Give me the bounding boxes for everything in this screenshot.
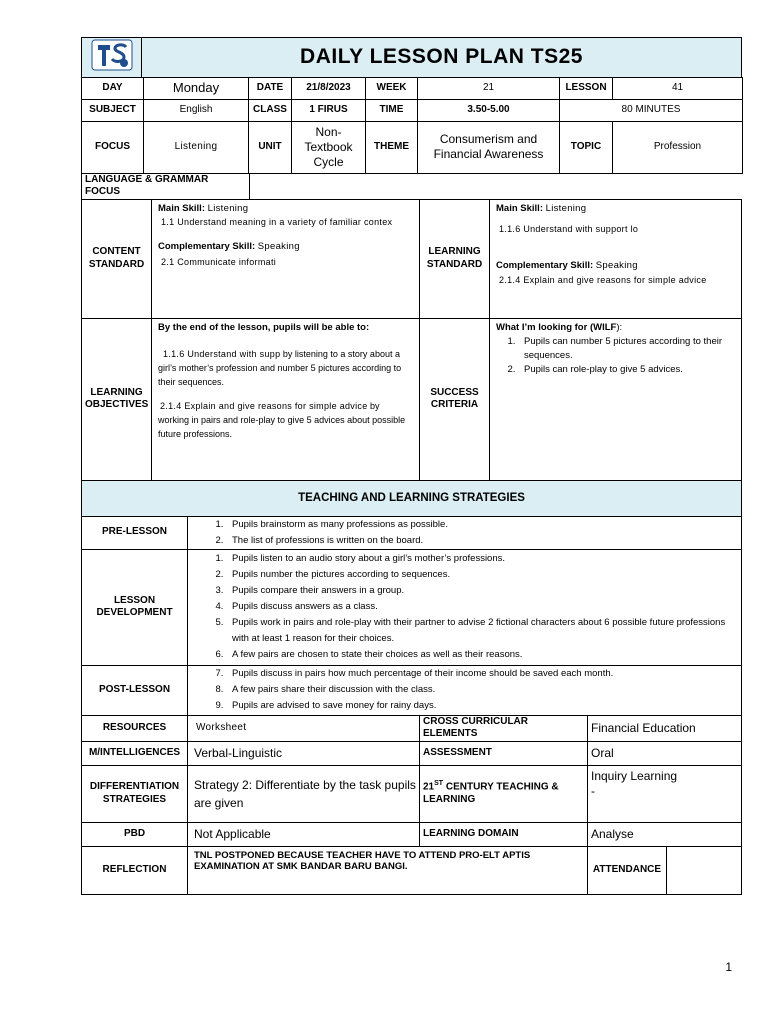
objective-2-code: 2.1.4 Explain and give reasons for simple advice [160, 401, 368, 412]
c21-value [588, 765, 742, 822]
c21-value-line-2: - [591, 783, 595, 798]
cs-comp-skill: Speaking [257, 240, 300, 252]
cs-comp-item: 2.1 Communicate informati [161, 256, 277, 267]
language-focus-label: LANGUAGE & GRAMMAR FOCUS [82, 173, 250, 199]
objective-1-code: 1.1.6 Understand with supp [163, 349, 281, 360]
post-lesson-body [188, 665, 742, 715]
time-value: 3.50-5.00 [418, 99, 560, 121]
resources-value: Worksheet [188, 715, 420, 741]
day-value: Monday [144, 77, 249, 99]
pbd-label: PBD [82, 822, 188, 846]
focus-label: FOCUS [82, 121, 144, 173]
ls-main-label: Main Skill: [496, 202, 543, 214]
list-item: 5. Pupils work in pairs and role-play with their partner to advise 2 fictional characters about 6 possible future professions with at least 1 reason for their choices. [226, 615, 741, 647]
week-value: 21 [418, 77, 560, 99]
list-item: 6. A few pairs are chosen to state their choices as well as their reasons. [226, 647, 741, 663]
week-label: WEEK [366, 77, 418, 99]
success-item: 2. Pupils can role-play to give 5 advices. [518, 363, 735, 377]
date-value: 21/8/2023 [292, 77, 366, 99]
mi-label: M/INTELLIGENCES [82, 741, 188, 765]
learning-domain-label: LEARNING DOMAIN [420, 822, 588, 846]
duration-value: 80 MINUTES [560, 99, 743, 121]
learning-domain-value: Analyse [588, 822, 742, 846]
cce-value: Financial Education [588, 715, 742, 741]
mi-value: Verbal-Linguistic [188, 741, 420, 765]
list-item: 2. Pupils number the pictures according to sequences. [226, 567, 741, 583]
cce-label: CROSS CURRICULAR ELEMENTS [420, 715, 588, 741]
day-label: DAY [82, 77, 144, 99]
tls-heading-table [81, 480, 742, 517]
objectives-body [152, 318, 420, 480]
c21-label: 21ST CENTURY TEACHING & LEARNING [420, 765, 588, 822]
objective-1-text: by listening to a story about a girl’s mother’s profession and number 5 pictures according to their sequences. [158, 349, 402, 388]
list-item: 1. Pupils brainstorm as many professions as possible. [226, 517, 741, 533]
list-item: 1. Pupils listen to an audio story about a girl’s mother’s professions. [226, 551, 741, 567]
topic-value: Profession [613, 121, 743, 173]
objectives-label: LEARNING OBJECTIVES [82, 318, 152, 480]
page-number: 1 [725, 960, 732, 974]
topic-label: TOPIC [560, 121, 613, 173]
wilf-heading: What I’m looking for (WILF): [496, 321, 623, 333]
bottom-table [81, 715, 742, 895]
subject-value: English [144, 99, 249, 121]
post-lesson-list [188, 666, 741, 714]
success-criteria-label: SUCCESS CRITERIA [420, 318, 490, 480]
content-standard-label: CONTENT STANDARD [82, 199, 152, 318]
standards-table [81, 199, 742, 481]
tls-title: TEACHING AND LEARNING STRATEGIES [82, 480, 742, 516]
logo-cell [82, 38, 142, 78]
list-item: 4. Pupils discuss answers as a class. [226, 599, 741, 615]
subject-label: SUBJECT [82, 99, 144, 121]
cs-main-label: Main Skill: [158, 202, 205, 214]
pre-lesson-label: PRE-LESSON [82, 516, 188, 549]
cs-comp-label: Complementary Skill: [158, 240, 256, 252]
ls-comp-item: 2.1.4 Explain and give reasons for simple advice [499, 274, 707, 285]
cs-main-skill: Listening [207, 202, 249, 214]
success-item: 1. Pupils can number 5 pictures according to their sequences. [518, 335, 735, 363]
class-value: 1 FIRUS [292, 99, 366, 121]
theme-label: THEME [366, 121, 418, 173]
unit-value: Non-Textbook Cycle [292, 121, 366, 173]
page-title: DAILY LESSON PLAN TS25 [142, 38, 742, 78]
list-item: 2. The list of professions is written on the board. [226, 533, 741, 549]
learning-standard-label: LEARNING STANDARD [420, 199, 490, 318]
list-item: 9. Pupils are advised to save money for rainy days. [226, 698, 741, 714]
attendance-label: ATTENDANCE [588, 846, 667, 894]
ls-comp-label: Complementary Skill: [496, 259, 594, 271]
class-label: CLASS [249, 99, 292, 121]
ls-main-skill: Listening [545, 202, 587, 214]
cs-main-item: 1.1 Understand meaning in a variety of familiar contex [161, 217, 393, 228]
assessment-value: Oral [588, 741, 742, 765]
title-table [81, 37, 742, 78]
objective-2 [158, 399, 413, 441]
ls-main-item: 1.1.6 Understand with support lo [499, 224, 639, 235]
success-criteria-list [496, 335, 735, 377]
list-item: 3. Pupils compare their answers in a group. [226, 583, 741, 599]
resources-label: RESOURCES [82, 715, 188, 741]
info-table [81, 77, 743, 174]
pre-lesson-list [188, 517, 741, 549]
content-standard-body [152, 199, 420, 318]
list-item: 7. Pupils discuss in pairs how much percentage of their income should be saved each month. [226, 666, 741, 682]
focus-value: Listening [144, 121, 249, 173]
time-label: TIME [366, 99, 418, 121]
differentiation-value: Strategy 2: Differentiate by the task pupils are given [188, 765, 420, 822]
differentiation-label: DIFFERENTIATION STRATEGIES [82, 765, 188, 822]
attendance-value [667, 846, 742, 894]
learning-standard-body [490, 199, 742, 318]
pbd-value: Not Applicable [188, 822, 420, 846]
date-label: DATE [249, 77, 292, 99]
lesson-development-body [188, 549, 742, 665]
success-criteria-body [490, 318, 742, 480]
list-item: 8. A few pairs share their discussion with the class. [226, 682, 741, 698]
lesson-plan-sheet [81, 37, 742, 895]
language-focus-value [250, 173, 743, 199]
lesson-development-label: LESSON DEVELOPMENT [82, 549, 188, 665]
ls-comp-skill: Speaking [595, 259, 638, 271]
objective-2-text: by working in pairs and role-play to give 5 advices about possible future professions. [158, 401, 406, 440]
objective-1 [158, 347, 413, 389]
lesson-label: LESSON [560, 77, 613, 99]
reflection-label: REFLECTION [82, 846, 188, 894]
unit-label: UNIT [249, 121, 292, 173]
c21-value-line-1: Inquiry Learning [591, 768, 678, 783]
reflection-value: TNL POSTPONED BECAUSE TEACHER HAVE TO ATTEND PRO-ELT APTIS EXAMINATION AT SMK BANDAR BARU BANGI. [188, 846, 588, 894]
stages-table [81, 516, 742, 716]
pre-lesson-body [188, 516, 742, 549]
language-focus-table [81, 173, 742, 200]
objectives-intro: By the end of the lesson, pupils will be able to: [158, 321, 370, 333]
post-lesson-label: POST-LESSON [82, 665, 188, 715]
lesson-development-list [188, 551, 741, 663]
school-logo-icon [90, 38, 134, 72]
assessment-label: ASSESSMENT [420, 741, 588, 765]
theme-value: Consumerism and Financial Awareness [418, 121, 560, 173]
lesson-value: 41 [613, 77, 743, 99]
